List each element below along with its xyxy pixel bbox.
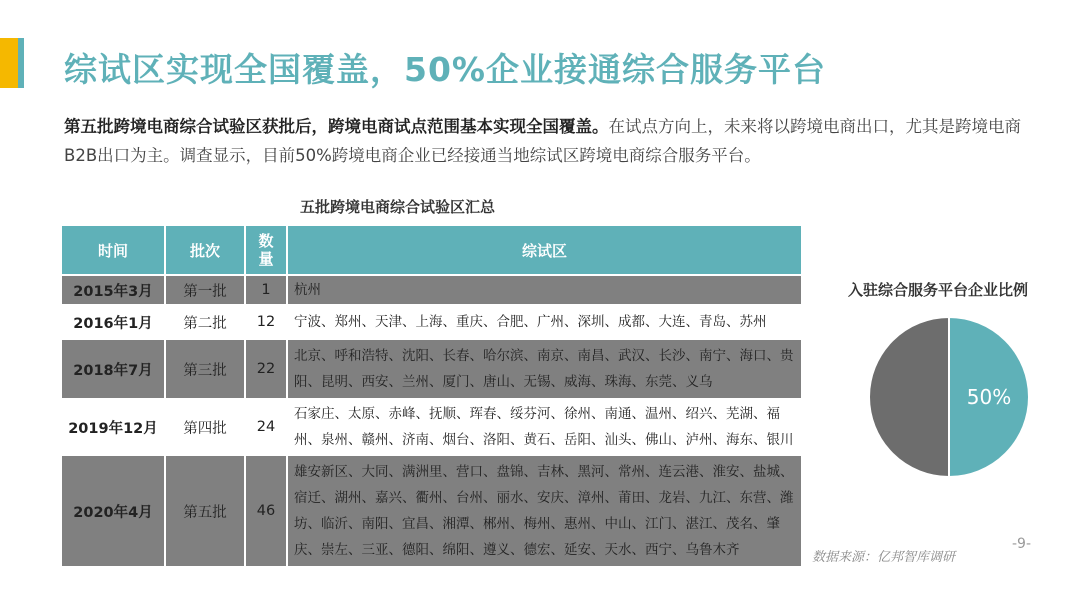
cell-time: 2015年3月 <box>61 275 165 305</box>
cell-time: 2020年4月 <box>61 455 165 567</box>
cell-zones: 杭州 <box>287 275 802 305</box>
column-header: 时间 <box>61 225 165 275</box>
column-header: 批次 <box>165 225 245 275</box>
pie-slice <box>869 317 949 477</box>
cell-count: 1 <box>245 275 287 305</box>
table-row <box>61 339 802 399</box>
cell-zones: 宁波、郑州、天津、上海、重庆、合肥、广州、深圳、成都、大连、青岛、苏州 <box>287 305 802 339</box>
page-number: -9- <box>1012 536 1032 552</box>
cell-batch: 第四批 <box>165 399 245 455</box>
cell-time: 2019年12月 <box>61 399 165 455</box>
table-row <box>61 455 802 567</box>
data-source-note: 数据来源：亿邦智库调研 <box>812 550 956 565</box>
title-accent-bar <box>0 38 18 88</box>
cell-batch: 第五批 <box>165 455 245 567</box>
cell-count: 22 <box>245 339 287 399</box>
slide-title: 综试区实现全国覆盖，50%企业接通综合服务平台 <box>64 50 826 89</box>
cell-zones: 北京、呼和浩特、沈阳、长春、哈尔滨、南京、南昌、武汉、长沙、南宁、海口、贵阳、昆明、西安、兰州、厦门、唐山、无锡、威海、珠海、东莞、义乌 <box>287 339 802 399</box>
cell-time: 2018年7月 <box>61 339 165 399</box>
cell-batch: 第三批 <box>165 339 245 399</box>
intro-paragraph <box>64 112 1024 170</box>
cell-count: 46 <box>245 455 287 567</box>
title-accent-bar-teal <box>18 38 24 88</box>
cell-count: 12 <box>245 305 287 339</box>
column-header: 综试区 <box>287 225 802 275</box>
cell-batch: 第二批 <box>165 305 245 339</box>
cell-time: 2016年1月 <box>61 305 165 339</box>
table-title: 五批跨境电商综合试验区汇总 <box>300 198 496 216</box>
table-row <box>61 275 802 305</box>
cell-zones: 石家庄、太原、赤峰、抚顺、珲春、绥芬河、徐州、南通、温州、绍兴、芜湖、福州、泉州、赣州、济南、烟台、洛阳、黄石、岳阳、汕头、佛山、泸州、海东、银川 <box>287 399 802 455</box>
cell-zones: 雄安新区、大同、满洲里、营口、盘锦、吉林、黑河、常州、连云港、淮安、盐城、宿迁、湖州、嘉兴、衢州、台州、丽水、安庆、漳州、莆田、龙岩、九江、东营、潍坊、临沂、南阳、宜昌、湘潭、郴州、梅州、惠州、中山、江门、湛江、茂名、肇庆、崇左、三亚、德阳、绵阳、遵义、德宏、延安、天水、西宁、乌鲁木齐 <box>287 455 802 567</box>
intro-rest-text: 在试点方向上，未来将以跨境电商出口，尤其是跨境电商B2B出口为主。调查显示，目前50%跨境电商企业已经接通当地综试区跨境电商综合服务平台。 <box>64 117 1021 165</box>
pie-slice-label: 50% <box>966 385 1012 409</box>
table-header-row <box>61 225 802 275</box>
pilot-zones-table <box>60 224 803 568</box>
column-header <box>245 225 287 275</box>
table-row <box>61 399 802 455</box>
column-header-text: 数量 <box>258 232 274 268</box>
intro-bold-text: 第五批跨境电商综合试验区获批后，跨境电商试点范围基本实现全国覆盖。 <box>64 117 609 136</box>
cell-count: 24 <box>245 399 287 455</box>
pie-chart-title: 入驻综合服务平台企业比例 <box>848 281 1029 299</box>
cell-batch: 第一批 <box>165 275 245 305</box>
table-row <box>61 305 802 339</box>
pie-chart <box>866 314 1032 480</box>
